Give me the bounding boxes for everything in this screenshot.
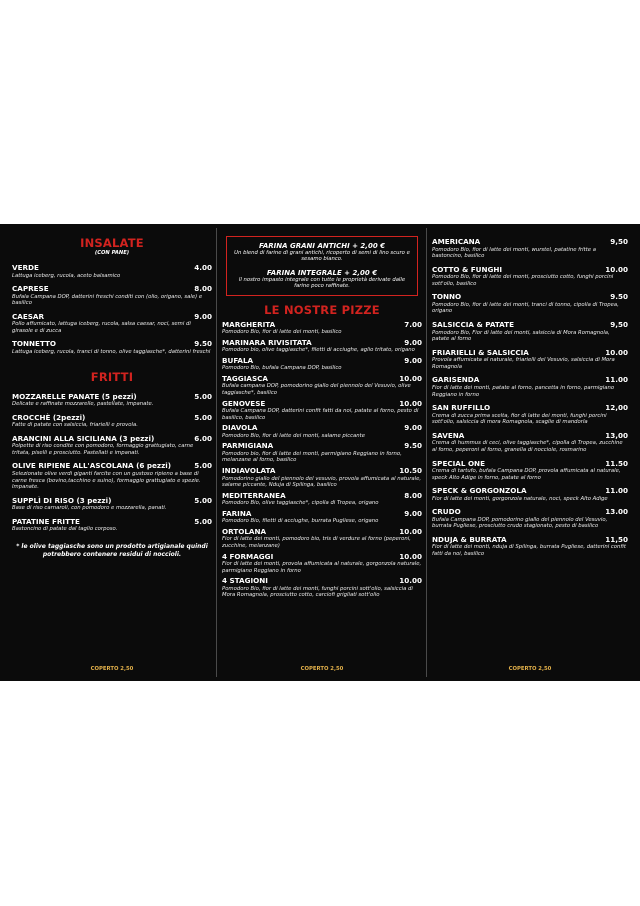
menu-item-description: Provola affumicata al naturale, friarielli del Vesuvio, salsiccia di Mora Romagnola [432,357,615,370]
menu-item-price: 9,50 [610,237,628,246]
menu-item-description: Pollo affumicato, lattuga iceberg, rucola, salsa caesar, noci, semi di girasole e di zucca [12,321,191,334]
menu-item-description: Bastoncino di patate dal taglio corposo. [12,526,118,533]
menu-item-name: CROCCHÈ (2pezzi) [12,412,86,422]
menu-item-description: Selezionate olive verdi giganti farcite con un gustoso ripieno a base di carne fresca (bovino,tacchino e suino), formaggio grattugiato e spezie. Impanate. [12,470,201,491]
menu-item [222,492,422,507]
farina-integrale-text: Il nostro impasto integrale con tutte le proprietà derivate dalle farine poco raffinate. [238,276,406,290]
menu-item-header [12,285,212,294]
menu-item-header [222,467,422,476]
menu-item-name: PARMIGIANA [222,441,274,451]
menu-item-name: NDUJA & BURRATA [432,534,507,544]
menu-item-header [12,497,212,506]
menu-item-header [432,536,628,545]
pizze-title: LE NOSTRE PIZZE [264,302,380,317]
coperto-label: COPERTO 2,50 [90,666,134,672]
menu-item-price: 10.50 [399,466,422,476]
menu-item [222,375,422,397]
menu-item [222,442,422,464]
menu-item-description: Crema di hummus di ceci, olive taggiasche*, cipolla di Tropea, zucchine al forno, peperoni al forno, granella di nocciole, rosmarino [432,440,623,453]
insalate-title: INSALATE [80,236,144,250]
menu-item [12,518,212,533]
menu-item-name: TONNO [432,292,462,302]
menu-item-price: 11,50 [605,534,628,544]
menu-item-name: FARINA [222,508,252,518]
menu-item-name: INDIAVOLATA [222,466,276,476]
menu-item-name: GENOVESE [222,398,266,408]
menu-item [432,349,628,371]
menu-item-price: 9.50 [404,441,422,451]
menu-item-price: 13.00 [605,507,628,517]
menu-item-name: FRIARIELLI & SALSICCIA [432,347,529,357]
menu-item-name: SPECK & GORGONZOLA [432,486,527,496]
menu-item-name: CRUDO [432,507,461,517]
menu-item-name: ORTOLANA [222,526,267,536]
menu-item-price: 5.00 [194,391,212,401]
menu-item [12,497,212,512]
menu-item-name: MARGHERITA [222,319,276,329]
menu-item [222,400,422,422]
menu-item-header [222,492,422,501]
menu-item-price: 5.00 [194,495,212,505]
menu-item-price: 10.00 [399,398,422,408]
menu-item [222,424,422,439]
menu-item-header [222,321,422,330]
menu-item-header [432,432,628,441]
menu-item-price: 12,00 [605,403,628,413]
menu-item-name: COTTO & FUNGHI [432,264,503,274]
menu-item [432,487,628,502]
menu-item-name: DIAVOLA [222,423,258,433]
menu-item-description: Pomodorino giallo del piennolo del vesuvio, provola affumicata al naturale, salame piccante, Nduja di Spilinga, basilico [222,475,422,489]
farina-integrale-title: FARINA INTEGRALE + 2,00 € [266,268,378,277]
menu-item-header [12,462,212,471]
menu-item-description: Pomodoro Bio, fior di latte dei monti, wurstel, patatine fritte a bastoncino, basilico [432,246,596,260]
menu-item-description: Pomodoro Bio, olive taggiasche*, cipolla di Tropea, origano [222,500,379,507]
menu-item-name: MARINARA RIVISITATA [222,337,312,347]
menu-item-header [12,313,212,322]
menu-item [432,293,628,315]
menu-item-price: 7.00 [404,319,422,329]
menu-item-price: 10.00 [399,551,422,561]
menu-item-header [12,414,212,423]
menu-item-name: SUPPLÌ DI RISO (3 pezzi) [12,495,112,505]
menu-item-price: 5.00 [194,412,212,422]
column-divider [216,228,217,677]
menu-item-name: ARANCINI ALLA SICILIANA (3 pezzi) [12,433,155,443]
menu-item-description: Pomodoro Bio, fior di latte dei monti, salame piccante [222,432,365,439]
menu-item [432,404,628,426]
menu-item-price: 10.00 [399,576,422,586]
menu-item [12,285,212,307]
menu-item-price: 13,00 [605,430,628,440]
menu-item-header [222,510,422,519]
pizze-2-list [432,238,628,558]
menu-item-header [432,266,628,275]
menu-item-name: MOZZARELLE PANATE (5 pezzi) [12,391,137,401]
menu-item-description: Bufala Campana DOP, pomodorino giallo del piennolo del Vesuvio, burrata Pugliese, prosciutto crudo stagionato, pesto di basilico [432,516,608,530]
menu-item-price: 9.50 [610,292,628,302]
menu-item-name: 4 STAGIONI [222,576,268,586]
menu-item [12,340,212,355]
menu-item-name: SAVENA [432,430,465,440]
menu-item-description: Polpette di riso condite con pomodoro, formaggio grattugiato, carne tritata, piselli e prosciutto. Pastellati e impanati. [12,443,194,456]
menu-item-name: MEDITERRANEA [222,490,286,500]
menu-item-description: Pomodoro bio, fior di latte dei monti, parmigiano Reggiano in forno, melanzane al forno, basilico [222,450,402,464]
menu-item [432,266,628,288]
menu-item-header [222,400,422,409]
menu-item-header [432,460,628,469]
menu-item-price: 10.00 [399,526,422,536]
menu-item-description: Pomodoro Bio, Fior di latte dei monti, salsiccia di Mora Romagnola, patate al forno [432,329,610,343]
menu-item [222,577,422,599]
menu-item [12,462,212,490]
menu-item-price: 9.00 [194,311,212,321]
menu-item-price: 11.00 [605,486,628,496]
menu-item-description: Pomodoro Bio, fior di latte dei monti, tranci di tonno, cipolla di Tropea, origano [432,301,619,315]
menu-item [432,321,628,343]
menu-item [12,313,212,335]
menu-item-price: 9.00 [404,337,422,347]
menu-item-name: SAN RUFFILLO [432,403,491,413]
menu-item-description: Bufala campana DOP, pomodorino giallo del piennolo del Vesuvio, olive taggiasche*, basilico [222,383,411,396]
insalate-subtitle: (CON PANE) [94,250,130,256]
menu-item-name: SALSICCIA & PATATE [432,320,514,330]
menu-item-description: Pomodoro Bio, filetti di acciughe, burrata Pugliese, origano [222,518,379,525]
menu-item-description: Pomodoro Bio, fior di latte dei monti, basilico [222,329,342,336]
menu-item [432,508,628,530]
menu-item-name: PATATINE FRITTE [12,516,80,526]
menu-item-header [432,404,628,413]
menu-item [222,553,422,575]
menu-item-description: Lattuga iceberg, rucola, tranci di tonno, olive taggiasche*, datterini freschi [12,348,211,355]
menu-item-price: 9.00 [404,508,422,518]
farina-grani-text: Un blend di farine di grani antichi, ricoperto di semi di lino scuro e sesamo bianco. [234,250,410,263]
menu-item-price: 10.00 [605,347,628,357]
coperto-label: COPERTO 2,50 [300,666,344,672]
menu-item-header [432,238,628,247]
menu-item-name: VERDE [12,263,39,272]
menu-item-description: Delicate e raffinate mozzarelle, pastellate, impanate. [12,401,154,408]
olive-note: * le olive taggiasche sono un prodotto artigianale quindi potrebbero contenere residui di noccioli. [16,542,208,558]
menu-item-name: TAGGIASCA [222,373,268,383]
menu-item-header [222,339,422,348]
menu-item-name: AMERICANA [432,237,481,246]
menu-item-price: 5.00 [194,516,212,526]
menu-item-header [222,424,422,433]
menu-item-description: Fior di latte dei monti, provola affumicata al naturale, gorgonzola naturale, parmigiano Reggiano in forno [222,561,422,574]
menu-item-name: 4 FORMAGGI [222,551,274,561]
menu-item [222,467,422,489]
menu-item-header [432,487,628,496]
menu-item-header [12,393,212,402]
fritti-list [12,393,212,533]
menu-item-price: 9.50 [194,339,212,349]
menu-item-price: 8.00 [404,490,422,500]
menu-item [222,339,422,354]
menu-item-header [432,349,628,358]
menu-item-price: 8.00 [194,284,212,294]
pizze-list [222,321,422,599]
menu-item [222,510,422,525]
menu-item-header [222,577,422,586]
menu-item-name: CAPRESE [12,284,49,294]
menu-item-description: Fior di latte dei monti, gorgonzola naturale, noci, speck Alto Adige [432,495,608,502]
menu-item [432,376,628,398]
menu-item-description: Pomodoro Bio, fior di latte dei monti, funghi porcini sott'olio, salsiccia di Mora Romagnola, prosciutto cotto, carciofi grigliati sott'olio [222,585,413,599]
menu-item [432,238,628,260]
menu-item [12,393,212,408]
menu-item-name: OLIVE RIPIENE ALL'ASCOLANA (6 pezzi) [12,461,172,471]
menu-item-name: CAESAR [12,311,45,321]
menu-item-header [432,293,628,302]
menu-item-header [12,518,212,527]
menu-item-price: 10.00 [605,264,628,274]
menu-item-price: 10.00 [399,373,422,383]
menu-item-price: 4.00 [194,263,212,272]
menu-item-description: Pomodoro Bio, bufala Campana DOP, basilico [222,365,342,372]
menu-item-header [222,553,422,562]
menu-item [222,357,422,372]
coperto-label: COPERTO 2,50 [508,666,552,672]
insalate-list [12,264,212,356]
menu-item-header [12,340,212,349]
menu-item-description: Crema di zucca prima scelta, fior di latte dei monti, funghi porcini sott'olio, salsiccia di mora Romagnola, scaglie di mandorla [432,412,607,426]
menu-item-price: 6.00 [194,433,212,443]
menu-item-header [12,264,212,273]
menu-item-price: 9,50 [610,320,628,330]
menu-item-description: Fior di latte dei monti, patate al forno, pancetta in forno, parmigiano Reggiano in forno [432,384,615,398]
menu-item-description: Fatte di patate con salsiccia, friarielli e provola. [12,422,138,429]
menu-item [222,321,422,336]
menu-item-name: TONNETTO [12,339,57,349]
menu-item-header [432,376,628,385]
menu-item-name: BUFALA [222,355,254,365]
menu-item-description: Fior di latte dei monti, pomodoro bio, tris di verdure al forno (peperoni, zucchine, melanzane) [222,536,411,550]
menu-item-header [222,528,422,537]
menu-item-description: Pomodoro Bio, fior di latte dei monti, prosciutto cotto, funghi porcini sott'olio, basilico [432,274,614,287]
menu-sheet [0,224,640,681]
menu-item [12,414,212,429]
menu-item-description: Crema di tartufo, bufala Campana DOP, provola affumicata al naturale, speck Alto Adige in forno, patate al forno [432,468,621,481]
menu-item-name: GARISENDA [432,375,480,385]
menu-item-header [12,435,212,444]
menu-item [432,460,628,482]
farina-grani-title: FARINA GRANI ANTICHI + 2,00 € [258,242,386,250]
fritti-title: FRITTI [90,369,134,384]
farina-box [226,236,418,296]
menu-item-description: Bufala Campana DOP, datterini confit fatti da noi, patate al forno, pesto di basilico, basilico [222,408,419,421]
menu-item-header [222,357,422,366]
menu-item-price: 11.00 [605,375,628,385]
menu-item-header [432,321,628,330]
menu-item-description: Base di riso carnaroli, con pomodoro e mozzarella, panati. [12,505,167,512]
menu-item-header [432,508,628,517]
menu-item-price: 9.00 [404,423,422,433]
menu-item-description: Pomodoro bio, olive taggiasche*, filetti di acciughe, aglio tritato, origano [222,347,415,354]
column-insalate-fritti [12,224,212,681]
menu-item-name: SPECIAL ONE [432,458,485,468]
menu-item [432,432,628,454]
menu-item-header [222,375,422,384]
menu-item-price: 9.00 [404,355,422,365]
menu-item-header [222,442,422,451]
column-divider [426,228,427,677]
menu-item-price: 5.00 [194,461,212,471]
menu-item [432,536,628,558]
menu-item [222,528,422,550]
menu-item-description: Lattuga iceberg, rucola, aceto balsamico [12,272,121,279]
menu-item-description: Bufala Campana DOP, datterini freschi conditi con (olio, origano, sale) e basilico [12,293,203,307]
column-pizze-2 [432,224,628,681]
menu-item [12,264,212,279]
menu-item-price: 11.50 [605,458,628,468]
column-pizze [222,224,422,681]
menu-item [12,435,212,457]
menu-item-description: Fior di latte dei monti, nduja di Spilinga, burrata Pugliese, datterini confit fatti da noi, basilico [432,544,626,558]
